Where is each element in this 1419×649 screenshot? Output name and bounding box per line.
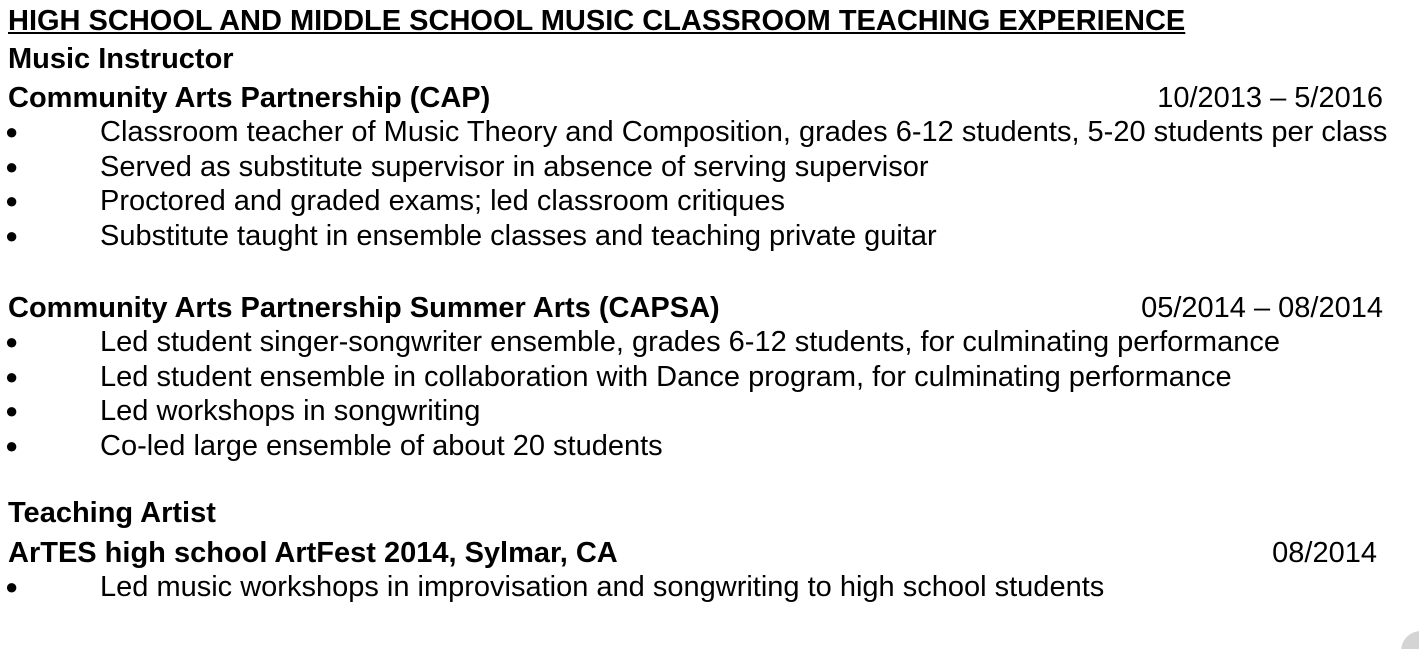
entry-header-artes [8,536,1377,570]
role-title-teaching-artist: Teaching Artist [8,497,216,529]
bullet-text: Substitute taught in ensemble classes and teaching private guitar [100,220,937,253]
bullet-icon: ● [5,119,19,144]
bullet-icon: ● [5,363,19,389]
bullet-icon: ● [5,188,19,214]
org-name: Community Arts Partnership (CAP) [8,82,491,114]
bullet-text: Proctored and graded exams; led classroom critiques [100,185,786,218]
date-range: 05/2014 – 08/2014 [1141,292,1383,324]
role-title-music-instructor: Music Instructor [8,43,234,75]
page-curl-icon [1401,631,1419,649]
org-name: Community Arts Partnership Summer Arts (CAPSA) [8,292,720,324]
bullet-text: Served as substitute supervisor in absence of serving supervisor [100,150,929,183]
bullet-text: Classroom teacher of Music Theory and Composition, grades 6-12 students, 5-20 students per class [100,116,1388,148]
bullet-icon: ● [5,574,19,599]
date-range: 10/2013 – 5/2016 [1157,82,1383,114]
bullet-icon: ● [5,398,19,424]
entry-header-capsa [8,291,1383,325]
bullet-text: Led workshops in songwriting [100,395,481,428]
bullet-text: Led music workshops in improvisation and songwriting to high school students [100,571,1105,603]
org-name: ArTES high school ArtFest 2014, Sylmar, CA [8,537,618,569]
entry-header-cap [8,81,1383,115]
bullet-text: Led student singer-songwriter ensemble, grades 6-12 students, for culminating performance [100,326,1280,358]
date-range: 08/2014 [1272,537,1377,569]
section-title: HIGH SCHOOL AND MIDDLE SCHOOL MUSIC CLASSROOM TEACHING EXPERIENCE [8,5,1186,37]
bullet-icon: ● [5,223,19,249]
bullet-text: Led student ensemble in collaboration with Dance program, for culminating performance [100,360,1232,393]
bullet-text: Co-led large ensemble of about 20 students [100,430,663,463]
bullet-icon: ● [5,329,19,354]
bullet-icon: ● [5,153,19,179]
bullet-icon: ● [5,433,19,459]
